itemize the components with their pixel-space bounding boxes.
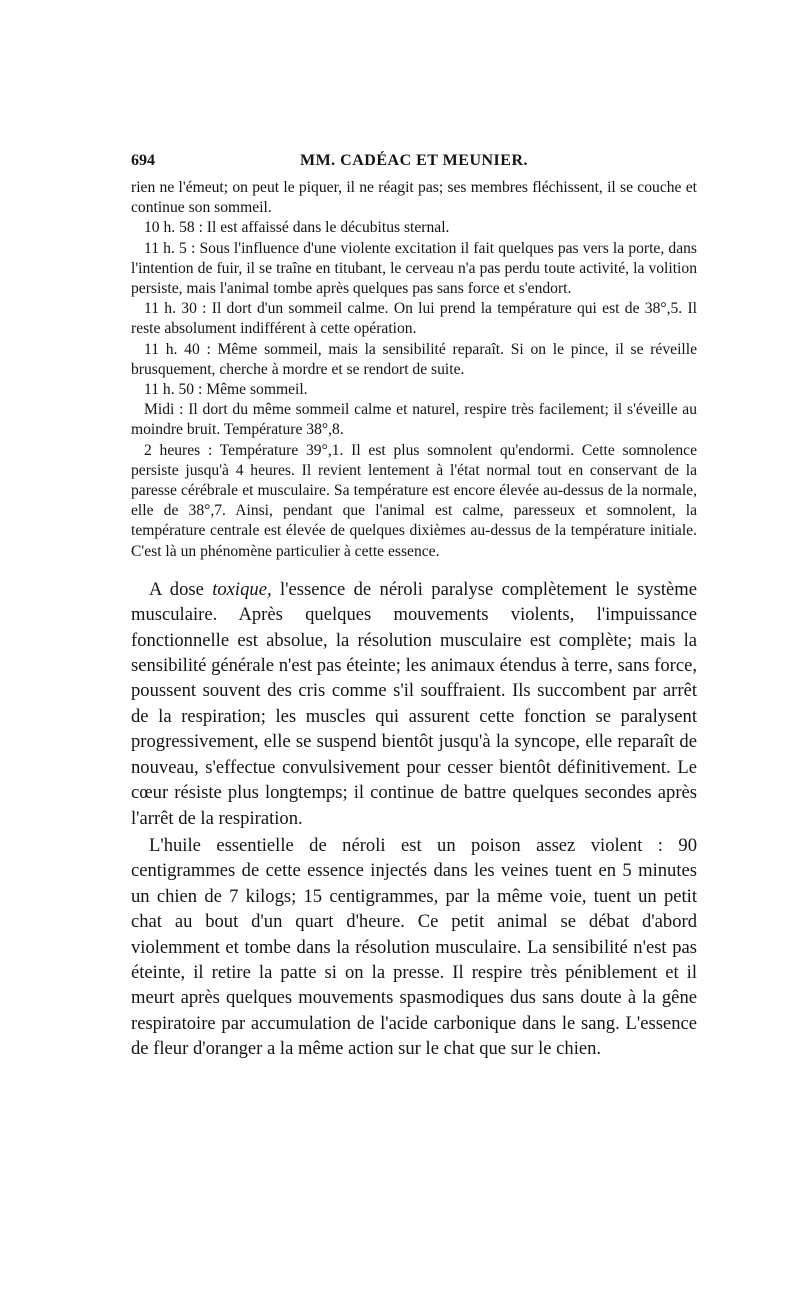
running-title: MM. CADÉAC ET MEUNIER. (299, 152, 529, 169)
toxic-dose-paragraph (131, 577, 697, 831)
neroli-oil-paragraph: L'huile essentielle de néroli est un poison assez violent : 90 centigrammes de cette essence injectés dans les veines tuent en 5 minutes un chien de 7 kilogs; 15 centigrammes, par la même voie, tuent un petit chat au bout d'un quart d'heure. Ce petit animal se débat d'abord violemment et tombe dans la résolution musculaire. La sensibilité n'est pas éteinte, il retire la patte si on la presse. Il respire très péniblement et il meurt après quelques mouvements spasmodiques dus sans doute à la gêne respiratoire par accumulation de l'acide carbonique dans le sang. L'essence de fleur d'oranger a la même action sur le chat que sur le chien. (131, 834, 697, 1060)
observation-continuation: rien ne l'émeut; on peut le piquer, il ne réagit pas; ses membres fléchissent, il se couche et continue son sommeil. (131, 179, 697, 217)
observation-entry: Midi : Il dort du même sommeil calme et naturel, respire très facilement; il s'éveille au moindre bruit. Température 38°,8. (131, 401, 697, 439)
observation-entry: 11 h. 5 : Sous l'influence d'une violente excitation il fait quelques pas vers la porte, dans l'intention de fuir, il se traîne en titubant, le cerveau n'a pas perdu toute activité, la volition persiste, mais l'animal tombe après quelques pas sans force et s'endort. (131, 239, 697, 298)
running-head (131, 150, 697, 178)
observation-entry: 2 heures : Température 39°,1. Il est plus somnolent qu'endormi. Cette somnolence persiste jusqu'à 4 heures. Il revient lentement à l'état normal tout en conservant de la paresse cérébrale et musculaire. Sa température est encore élevée au-dessus de la normale, elle de 38°,7. Ainsi, pendant que l'animal est calme, paresseux et somnolent, la température centrale est élevée de quelques dixièmes au-dessus de la température initiale. C'est là un phénomène particulier à cette essence. (131, 441, 697, 560)
toxic-emphasis: toxique, (212, 578, 272, 600)
main-text (131, 577, 697, 1062)
observation-entry: 11 h. 50 : Même sommeil. (144, 381, 308, 399)
observation-entry: 11 h. 40 : Même sommeil, mais la sensibilité reparaît. Si on le pince, il se réveille brusquement, cherche à mordre et se rendort de suite. (131, 340, 697, 378)
toxic-rest: l'essence de néroli paralyse complètement le système musculaire. Après quelques mouvements violents, l'impuissance fonctionnelle est absolue, la résolution musculaire est complète; mais la sensibilité générale n'est pas éteinte; les animaux étendus à terre, sans force, poussent souvent des cris comme s'il souffraient. Ils succombent par arrêt de la respiration; les muscles qui assurent cette fonction se paralysent progressivement, elle se suspend bientôt jusqu'à la syncope, elle reparaît de nouveau, s'effectue convulsivement pour cesser bientôt définitivement. Le cœur résiste plus longtemps; il continue de battre quelques secondes après l'arrêt de la respiration. (131, 578, 697, 829)
observation-entry: 11 h. 30 : Il dort d'un sommeil calme. On lui prend la température qui est de 38°,5. Il reste absolument indifférent à cette opération. (131, 300, 697, 338)
observation-entry: 10 h. 58 : Il est affaissé dans le décubitus sternal. (144, 219, 450, 237)
observation-notes (131, 178, 697, 562)
book-page (131, 150, 697, 1062)
toxic-intro: A dose (149, 578, 213, 600)
page-number: 694 (131, 152, 155, 169)
